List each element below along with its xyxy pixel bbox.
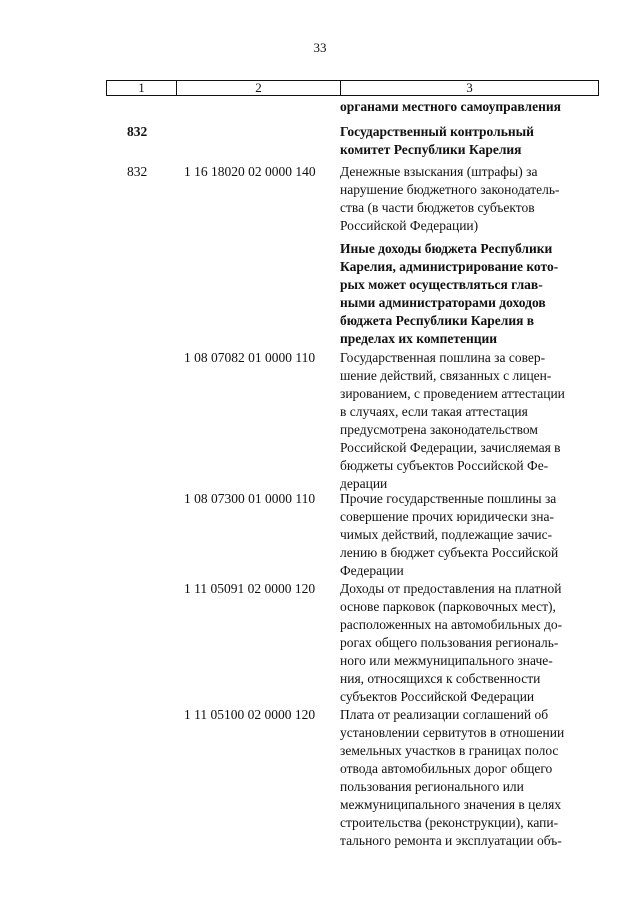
page-number: 33 [313, 40, 327, 55]
revenue-description: Доходы от предоставления на платной основе парковок (парковочных мест), расположенных на автомобильных до- рогах общего пользования региональ- ного или межмуниципального значе- ния, относящихся к собственности субъектов Российской Федерации [340, 581, 563, 704]
admin-code: 832 [127, 124, 148, 139]
revenue-description: Государственный контрольный комитет Республики Карелия [340, 124, 534, 157]
header-col-3: 3 [466, 80, 473, 95]
revenue-code: 1 08 07300 01 0000 110 [184, 491, 316, 506]
revenue-code: 1 11 05091 02 0000 120 [184, 581, 316, 596]
revenue-description: Плата от реализации соглашений об установлении сервитутов в отношении земельных участков в границах полос отвода автомобильных дорог общего пользования регионального или межмуниципального значения в целях строительства (реконструкции), капи- тального ремонта и эксплуатации объ- [340, 707, 565, 848]
revenue-code: 1 16 18020 02 0000 140 [184, 164, 316, 179]
revenue-description: Прочие государственные пошлины за совершение прочих юридически зна- чимых действий, подлежащие зачис- лению в бюджет субъекта Российской Федерации [340, 491, 559, 578]
revenue-code: 1 08 07082 01 0000 110 [184, 350, 316, 365]
revenue-description: Государственная пошлина за совер- шение действий, связанных с лицен- зированием, с проведением аттестации в случаях, если такая аттестация предусмотрена законодательством Российской Федерации, зачисляемая в бюджеты субъектов Российской Фе- дерации [340, 350, 565, 491]
revenue-description: органами местного самоуправления [340, 99, 561, 114]
revenue-code: 1 11 05100 02 0000 120 [184, 707, 316, 722]
admin-code: 832 [127, 164, 148, 179]
table-header [106, 80, 599, 96]
header-col-1: 1 [107, 81, 177, 95]
revenue-description: Денежные взыскания (штрафы) за нарушение бюджетного законодатель- ства (в части бюджетов субъектов Российской Федерации) [340, 164, 560, 233]
header-col-2: 2 [177, 81, 341, 95]
section-heading: Иные доходы бюджета Республики Карелия, администрирование кото- рых может осуществляться глав- ными администраторами доходов бюджета Республики Карелия в пределах их компетенции [340, 241, 559, 346]
